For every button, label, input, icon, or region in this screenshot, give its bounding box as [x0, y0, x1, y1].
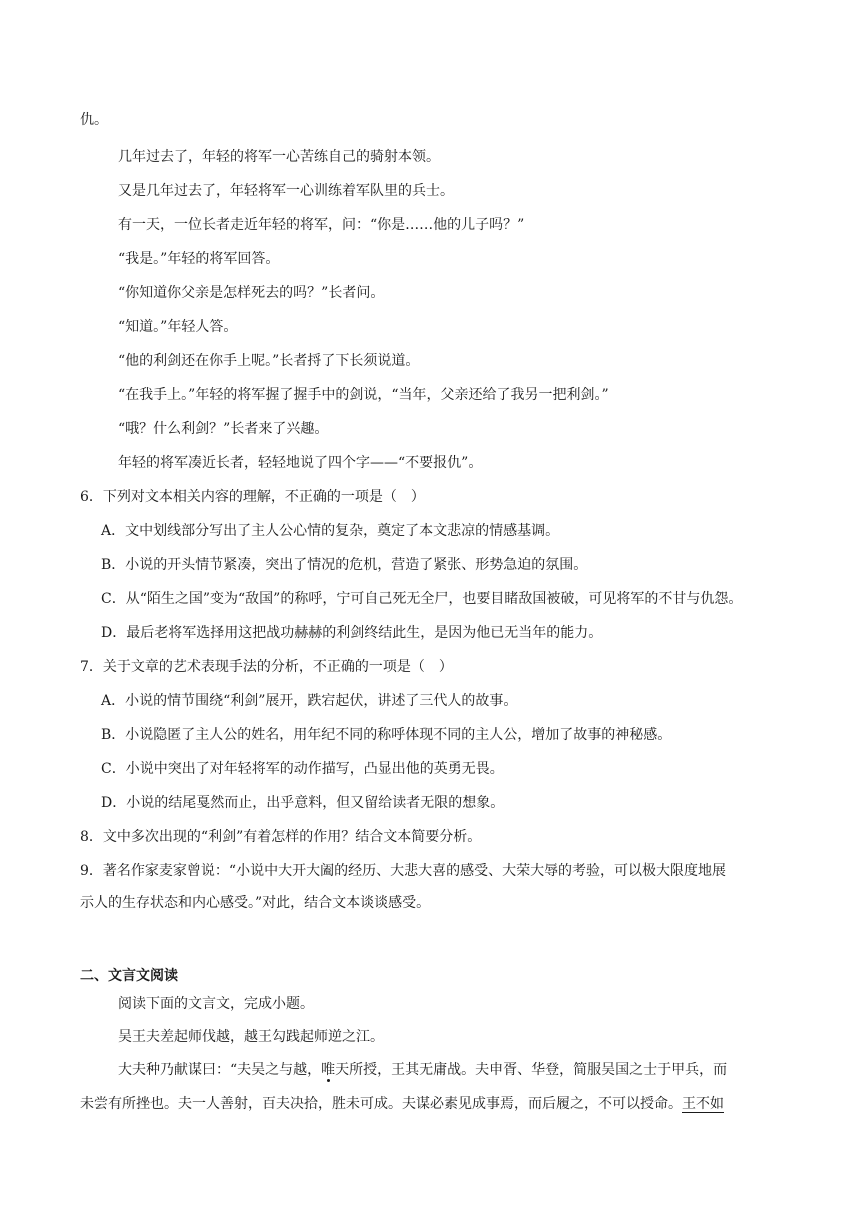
question-9-stem-line2: 示人的生存状态和内心感受。”对此，结合文本谈谈感受。 — [80, 895, 431, 911]
story-paragraph: “在我手上。”年轻的将军握了握手中的剑说，“当年，父亲还给了我另一把利剑。” — [118, 387, 609, 403]
question-6-option-d[interactable]: D．最后老将军选择用这把战功赫赫的利剑终结此生，是因为他已无当年的能力。 — [101, 625, 603, 641]
classical-text-fragment: 大夫种乃献谋曰：“夫吴之与越， — [118, 1062, 322, 1078]
story-paragraph: 几年过去了，年轻的将军一心苦练自己的骑射本领。 — [118, 149, 440, 165]
section-heading: 二、文言文阅读 — [80, 968, 178, 984]
story-paragraph: 年轻的将军凑近长者，轻轻地说了四个字——“不要报仇”。 — [118, 455, 483, 471]
story-paragraph: “他的利剑还在你手上呢。”长者捋了下长须说道。 — [118, 353, 420, 369]
classical-text-line: 吴王夫差起师伐越，越王勾践起师逆之江。 — [118, 1029, 384, 1045]
story-fragment: 仇。 — [80, 112, 108, 128]
classical-text-line — [118, 1060, 727, 1080]
question-8-stem: 8．文中多次出现的“利剑”有着怎样的作用？结合文本简要分析。 — [80, 829, 482, 845]
story-paragraph: “我是。”年轻的将军回答。 — [118, 251, 280, 267]
classical-text-fragment: 天所授，王其无庸战。夫申胥、华登，简服吴国之士于甲兵，而 — [335, 1062, 728, 1078]
question-7-option-a[interactable]: A．小说的情节围绕“利剑”展开，跌宕起伏，讲述了三代人的故事。 — [101, 693, 518, 709]
question-6-stem: 6．下列对文本相关内容的理解，不正确的一项是（ ） — [80, 489, 425, 505]
emphasized-character: 唯 — [321, 1062, 336, 1078]
question-6-option-c[interactable]: C．从“陌生之国”变为“敌国”的称呼，宁可自己死无全尸，也要目睹敌国被破，可见将军的不甘与仇怨。 — [101, 591, 743, 607]
classical-text-line — [80, 1094, 724, 1114]
story-paragraph: “你知道你父亲是怎样死去的吗？”长者问。 — [118, 285, 385, 301]
question-7-stem: 7．关于文章的艺术表现手法的分析，不正确的一项是（ ） — [80, 659, 453, 675]
question-6-option-a[interactable]: A．文中划线部分写出了主人公心情的复杂，奠定了本文悲凉的情感基调。 — [101, 523, 560, 539]
question-7-option-c[interactable]: C．小说中突出了对年轻将军的动作描写，凸显出他的英勇无畏。 — [101, 761, 504, 777]
story-paragraph: 又是几年过去了，年轻将军一心训练着军队里的兵士。 — [118, 183, 454, 199]
story-paragraph: “哦？什么利剑？”长者来了兴趣。 — [118, 421, 329, 437]
question-7-option-b[interactable]: B．小说隐匿了主人公的姓名，用年纪不同的称呼体现不同的主人公，增加了故事的神秘感。 — [101, 727, 672, 743]
classical-text-fragment: 未尝有所挫也。夫一人善射，百夫决拾，胜未可成。夫谋必素见成事焉，而后履之，不可以授命。 — [80, 1096, 682, 1112]
story-paragraph: “知道。”年轻人答。 — [118, 319, 238, 335]
section-intro: 阅读下面的文言文，完成小题。 — [118, 996, 314, 1012]
question-7-option-d[interactable]: D．小说的结尾戛然而止，出乎意料，但又留给读者无限的想象。 — [101, 795, 505, 811]
question-6-option-b[interactable]: B．小说的开头情节紧凑，突出了情况的危机，营造了紧张、形势急迫的氛围。 — [101, 557, 588, 573]
underlined-phrase: 王不如 — [682, 1096, 724, 1112]
question-9-stem-line1: 9．著名作家麦家曾说：“小说中大开大阖的经历、大悲大喜的感受、大荣大辱的考验，可以极大限度地展 — [80, 863, 727, 879]
story-paragraph: 有一天，一位长者走近年轻的将军，问：“你是……他的儿子吗？” — [118, 217, 525, 233]
